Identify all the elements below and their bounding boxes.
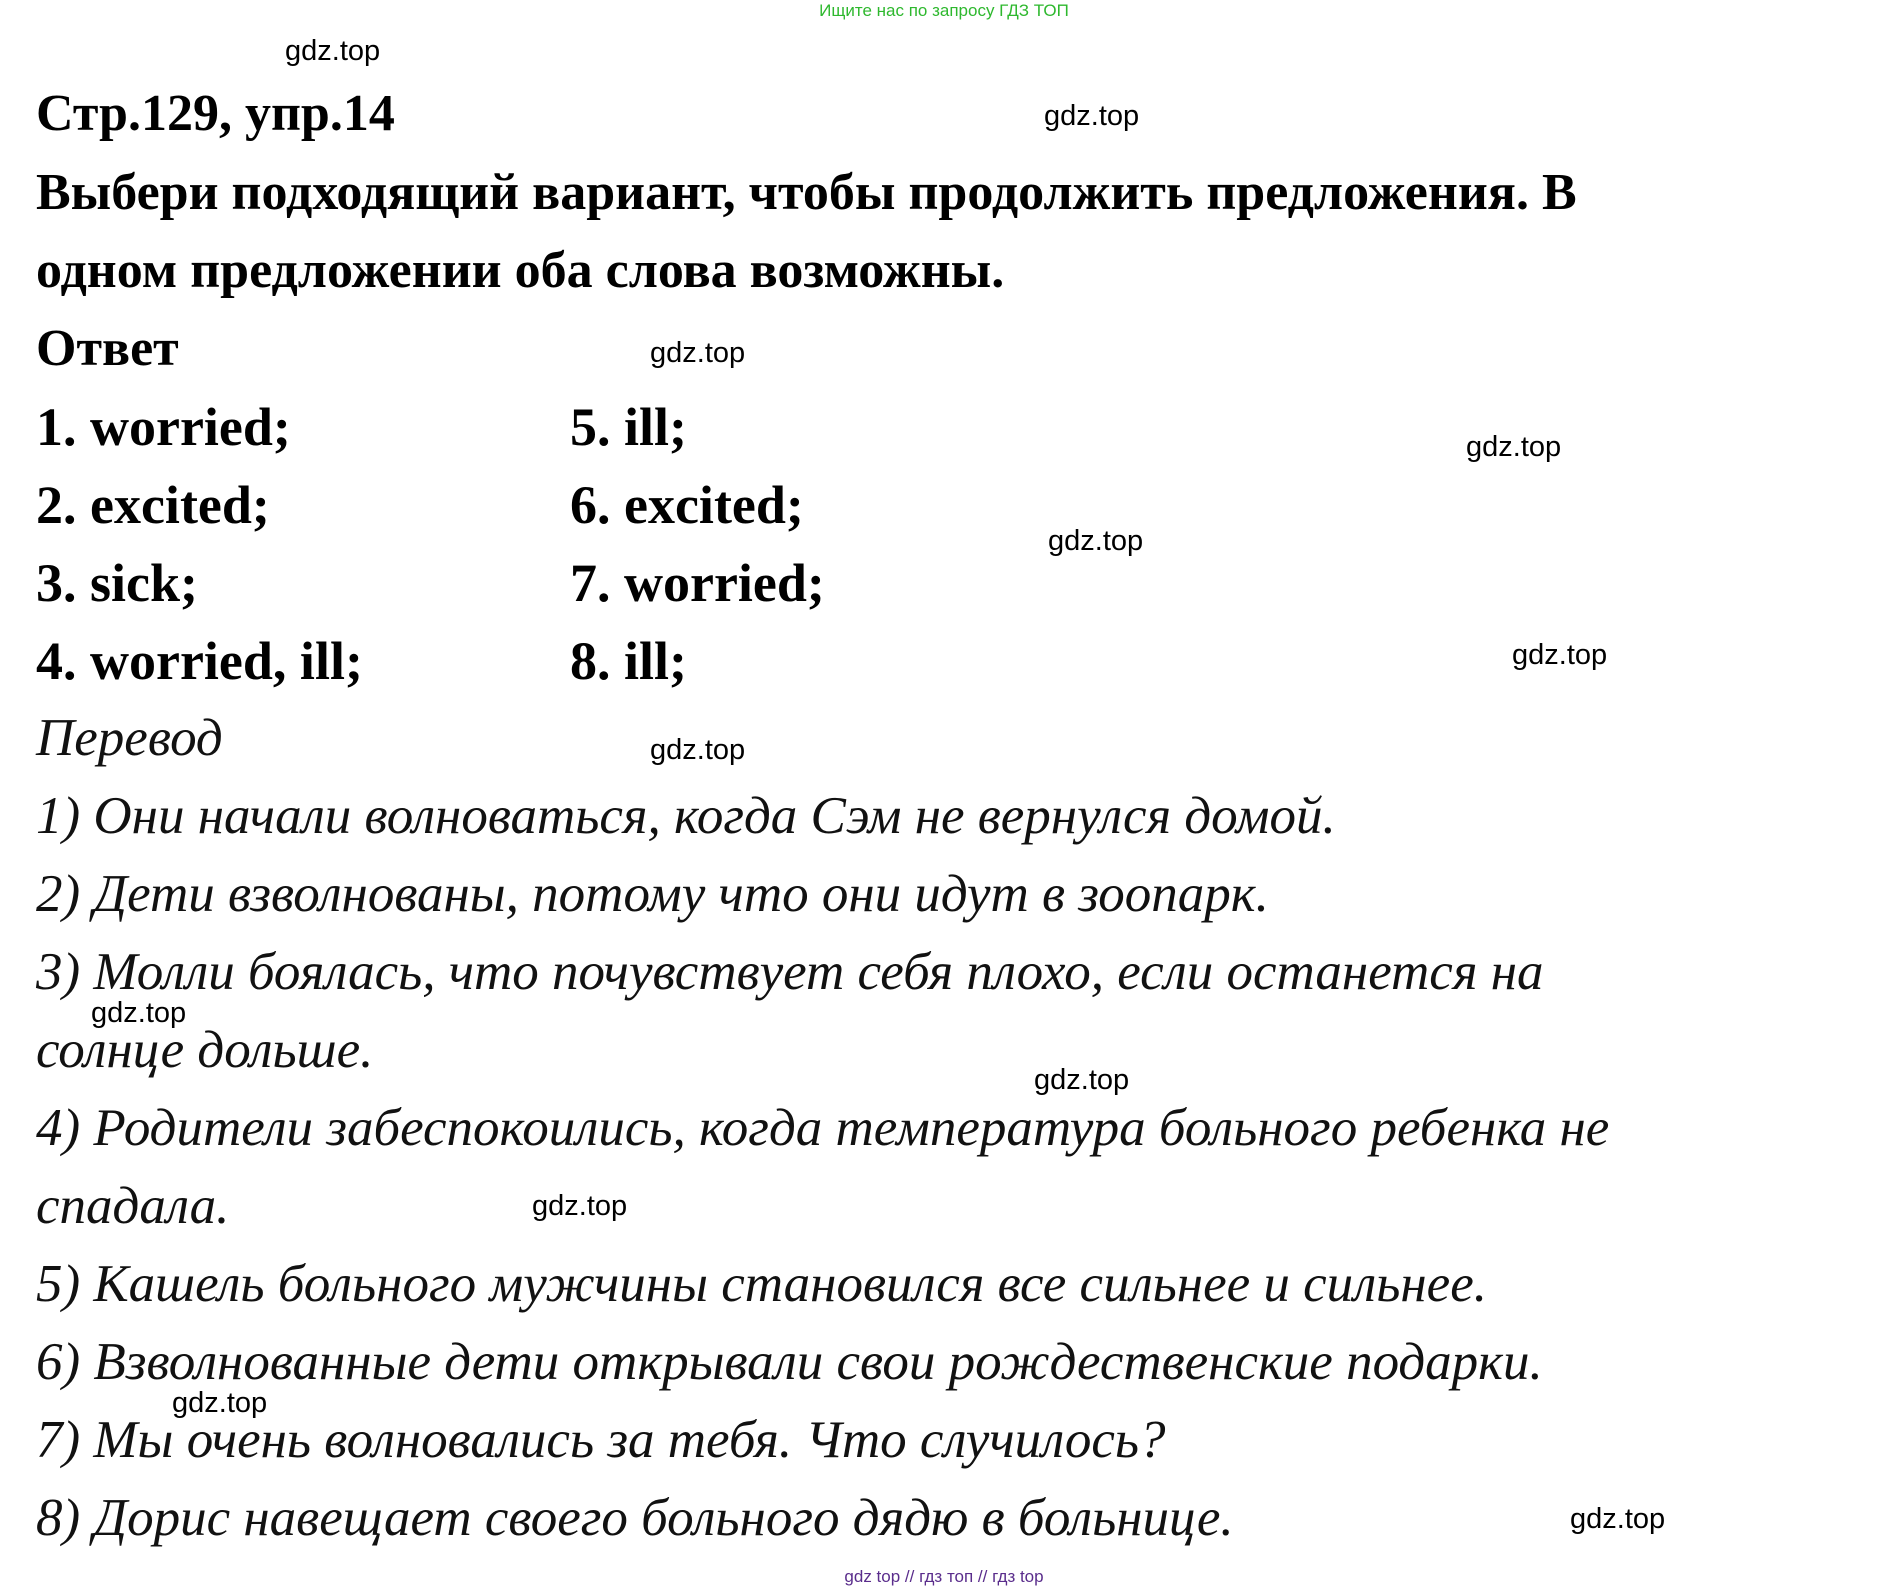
page-title: Стр.129, упр.14 — [36, 85, 395, 142]
translation-line: 3) Молли боялась, что почувствует себя плохо, если останется на — [36, 943, 1544, 1001]
answer-item-2: 2. excited; — [36, 475, 270, 535]
translation-heading: Перевод — [36, 709, 223, 767]
translation-line: солнце дольше. — [36, 1021, 374, 1079]
translation-line: спадала. — [36, 1177, 230, 1235]
answer-item-4: 4. worried, ill; — [36, 631, 363, 691]
task-instruction-line-1: Выбери подходящий вариант, чтобы продолжить предложения. В — [36, 164, 1577, 221]
translation-line: 5) Кашель больного мужчины становился все сильнее и сильнее. — [36, 1255, 1487, 1313]
watermark: gdz.top — [1048, 525, 1144, 557]
translation-line: 1) Они начали волноваться, когда Сэм не вернулся домой. — [36, 787, 1336, 845]
answer-item-6: 6. excited; — [570, 475, 804, 535]
translation-line: 7) Мы очень волновались за тебя. Что случилось? — [36, 1411, 1166, 1469]
footer-links: gdz top // гдз топ // гдз top — [844, 1567, 1044, 1586]
translation-line: 2) Дети взволнованы, потому что они идут в зоопарк. — [36, 865, 1269, 923]
watermark: gdz.top — [172, 1387, 268, 1419]
answer-item-3: 3. sick; — [36, 553, 198, 613]
answer-item-8: 8. ill; — [570, 631, 687, 691]
answer-heading: Ответ — [36, 320, 179, 377]
watermark: gdz.top — [1512, 639, 1608, 671]
translation-line: 4) Родители забеспокоились, когда температура больного ребенка не — [36, 1099, 1610, 1157]
answer-item-7: 7. worried; — [570, 553, 825, 613]
watermark: gdz.top — [285, 35, 381, 67]
watermark: gdz.top — [1466, 431, 1562, 463]
watermark: gdz.top — [650, 734, 746, 766]
watermark: gdz.top — [1044, 100, 1140, 132]
watermark: gdz.top — [650, 337, 746, 369]
search-hint-banner: Ищите нас по запросу ГДЗ ТОП — [819, 1, 1069, 20]
watermark: gdz.top — [532, 1190, 628, 1222]
translation-line: 6) Взволнованные дети открывали свои рождественские подарки. — [36, 1333, 1543, 1391]
watermark: gdz.top — [91, 997, 187, 1029]
answer-item-1: 1. worried; — [36, 397, 291, 457]
watermark: gdz.top — [1034, 1064, 1130, 1096]
translation-line: 8) Дорис навещает своего больного дядю в больнице. — [36, 1489, 1234, 1547]
watermark: gdz.top — [1570, 1503, 1666, 1535]
answer-item-5: 5. ill; — [570, 397, 687, 457]
task-instruction-line-2: одном предложении оба слова возможны. — [36, 242, 1005, 299]
